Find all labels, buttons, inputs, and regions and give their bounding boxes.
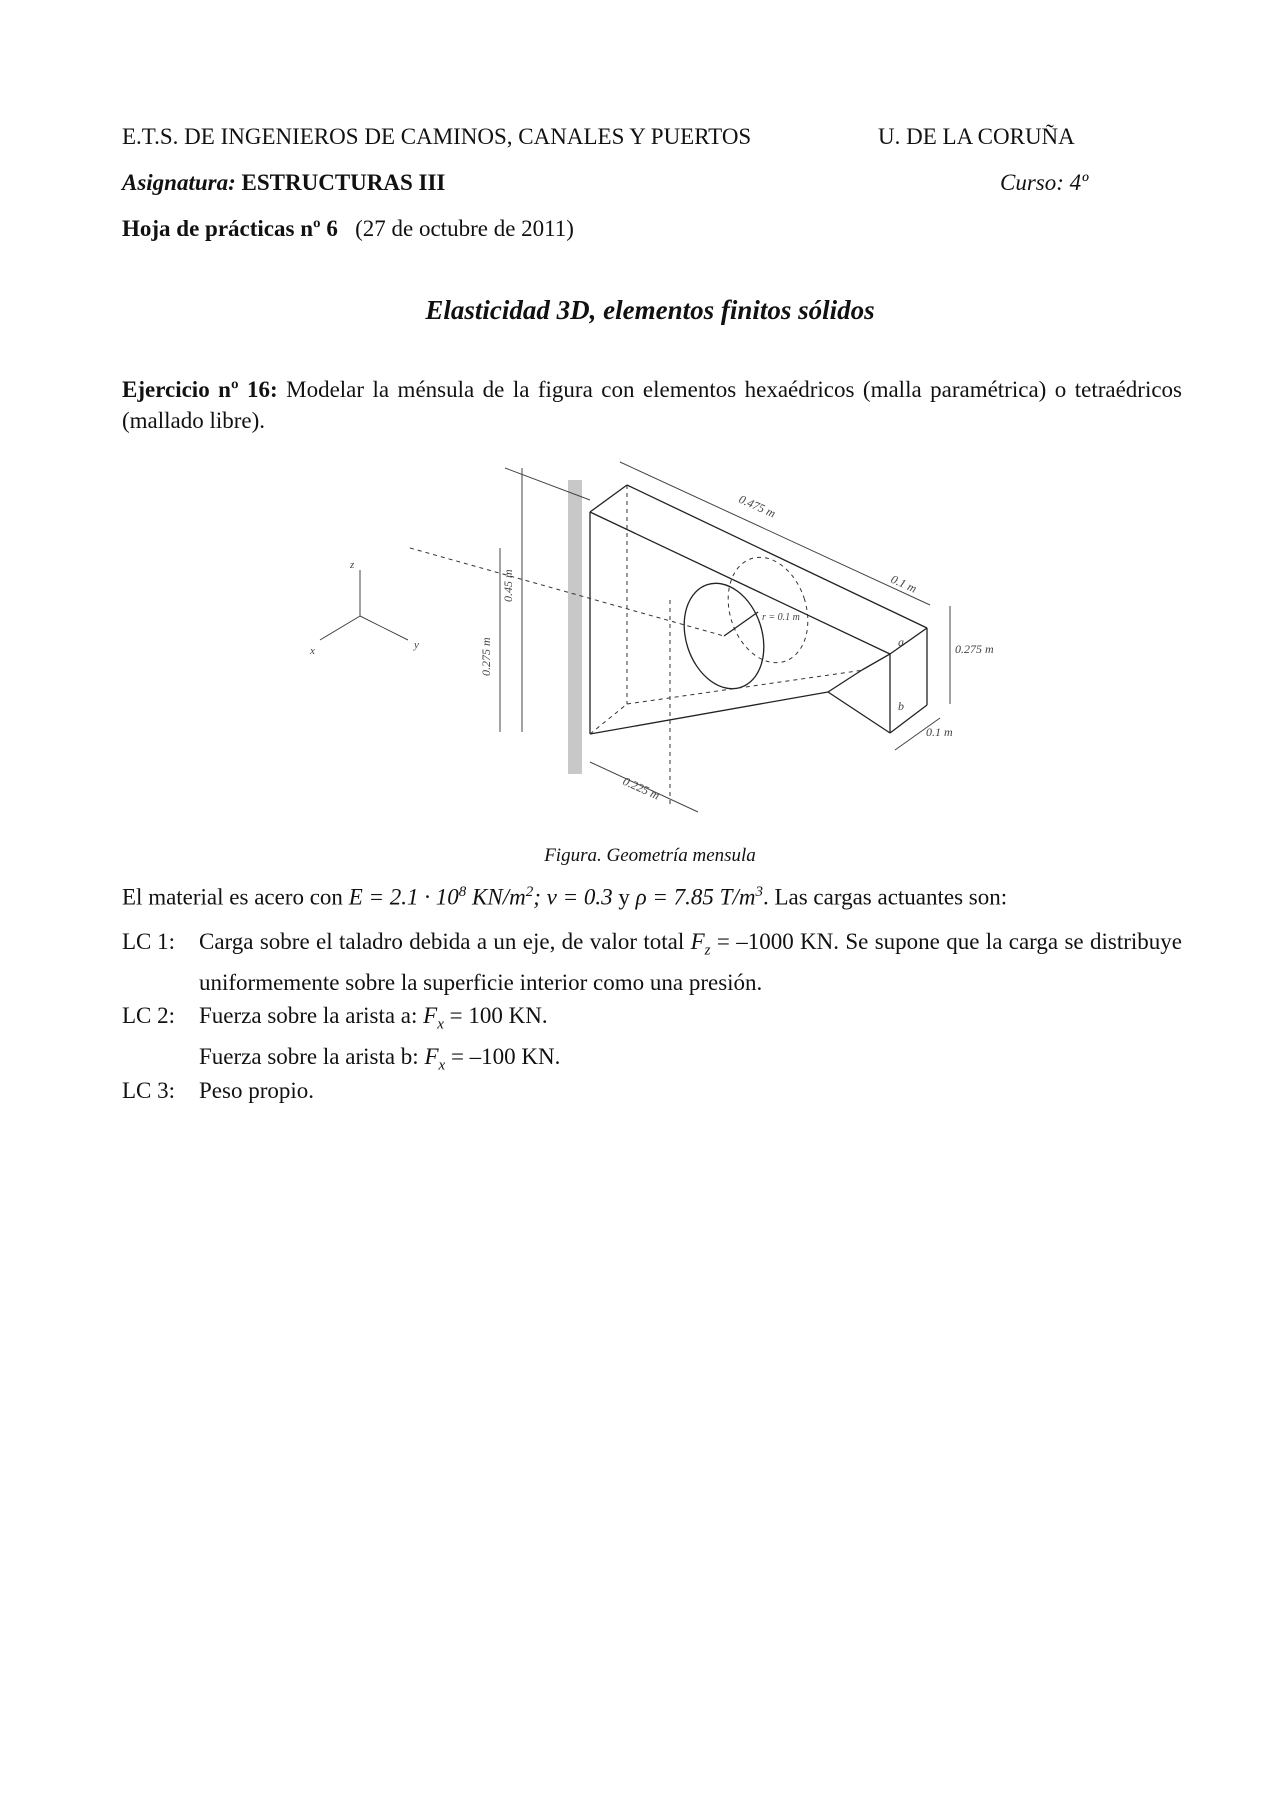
lc1-text	[199, 926, 1182, 998]
page-title: Elasticidad 3D, elementos finitos sólidos	[425, 295, 875, 325]
dim-label-01-top: 0.1 m	[888, 571, 919, 596]
radius-arrow	[724, 612, 758, 636]
university-name: U. DE LA CORUÑA	[878, 124, 1075, 149]
wall-support	[568, 480, 582, 774]
edge-label-b: b	[898, 699, 904, 713]
lc2-line2-a: Fuerza sobre la arista b:	[199, 1043, 425, 1069]
lc1-force: F	[690, 929, 705, 954]
figure-caption: Figura. Geometría mensula	[544, 845, 756, 866]
dim-label-0475: 0.475 m	[736, 491, 778, 521]
lc2-line2-b: = –100 KN.	[445, 1043, 561, 1069]
load-case-3	[122, 1075, 1182, 1106]
sheet-line	[122, 216, 574, 242]
dim-label-0275-left: 0.275 m	[479, 637, 493, 676]
lc1-force-sub: z	[704, 942, 711, 959]
bracket-solid	[590, 485, 927, 734]
school-name: E.T.S. DE INGENIEROS DE CAMINOS, CANALES Y PUERTOS	[122, 124, 752, 149]
lc1-text-b: = –1000 KN. Se supone que la carga se distribuye uniformemente sobre la superficie interior como una presión.	[199, 929, 1182, 995]
course-label: Curso: 4º	[1000, 170, 1089, 195]
sheet-number: Hoja de prácticas nº 6	[122, 216, 338, 241]
axis-label-y: y	[414, 639, 419, 651]
material-intro: El material es acero con	[122, 884, 343, 910]
material-and: y	[612, 884, 636, 910]
axis-label-x: x	[310, 645, 315, 657]
material-outro: . Las cargas actuantes son:	[762, 884, 1008, 910]
exercise-label: Ejercicio nº 16:	[122, 377, 278, 402]
lc2-line1-a: Fuerza sobre la arista a:	[199, 1003, 424, 1028]
material-rho: ρ = 7.85 T/m	[635, 884, 756, 910]
subject-line	[122, 170, 445, 196]
lc2-line1-sub: x	[437, 1016, 444, 1033]
material-e: E = 2.1 · 10	[348, 884, 459, 910]
lc2-line-1	[199, 1000, 1182, 1041]
x-axis	[320, 616, 360, 640]
lc3-text: Peso propio.	[199, 1078, 314, 1103]
lc2-line1-force: F	[423, 1003, 438, 1028]
edge-label-a: a	[898, 635, 904, 649]
radius-label: r = 0.1 m	[762, 612, 800, 623]
lc1-label: LC 1:	[122, 929, 176, 954]
material-e-exp: 8	[458, 884, 467, 900]
dim-label-01-bottom: 0.1 m	[926, 725, 953, 739]
lc2-line2-force: F	[424, 1043, 439, 1069]
exercise-paragraph	[122, 374, 1182, 436]
dimension-lines	[500, 462, 950, 812]
material-rho-exp: 3	[755, 884, 763, 900]
material-nu: ; ν = 0.3	[533, 884, 613, 910]
subject-name: ESTRUCTURAS III	[241, 170, 446, 195]
material-e-unit-exp: 2	[525, 884, 534, 900]
subject-label: Asignatura:	[122, 170, 236, 195]
lc3-label: LC 3:	[122, 1078, 176, 1103]
lc2-line2-sub: x	[438, 1057, 446, 1074]
axis-label-z: z	[350, 559, 355, 571]
lc1-text-a: Carga sobre el taladro debida a un eje, de valor total	[199, 929, 691, 954]
dim-label-045: 0.45 m	[501, 569, 515, 602]
lc2-text	[199, 1000, 1182, 1081]
dim-label-0225: 0.225 m	[620, 773, 662, 803]
load-case-1	[122, 926, 1182, 995]
lc2-line1-b: = 100 KN.	[443, 1003, 548, 1028]
axes-triad	[320, 570, 408, 640]
bracket-figure	[290, 440, 1030, 830]
material-e-unit: KN/m	[466, 884, 526, 910]
load-case-2	[122, 1000, 1182, 1074]
material-paragraph	[122, 884, 1007, 911]
exercise-text: Modelar la ménsula de la figura con elementos hexaédricos (malla paramétrica) o tetraédricos (mallado libre).	[122, 377, 1182, 433]
dim-label-0275-right: 0.275 m	[955, 642, 994, 656]
sheet-date: (27 de octubre de 2011)	[355, 216, 574, 241]
lc2-label: LC 2:	[122, 1003, 176, 1028]
y-axis	[360, 616, 408, 640]
